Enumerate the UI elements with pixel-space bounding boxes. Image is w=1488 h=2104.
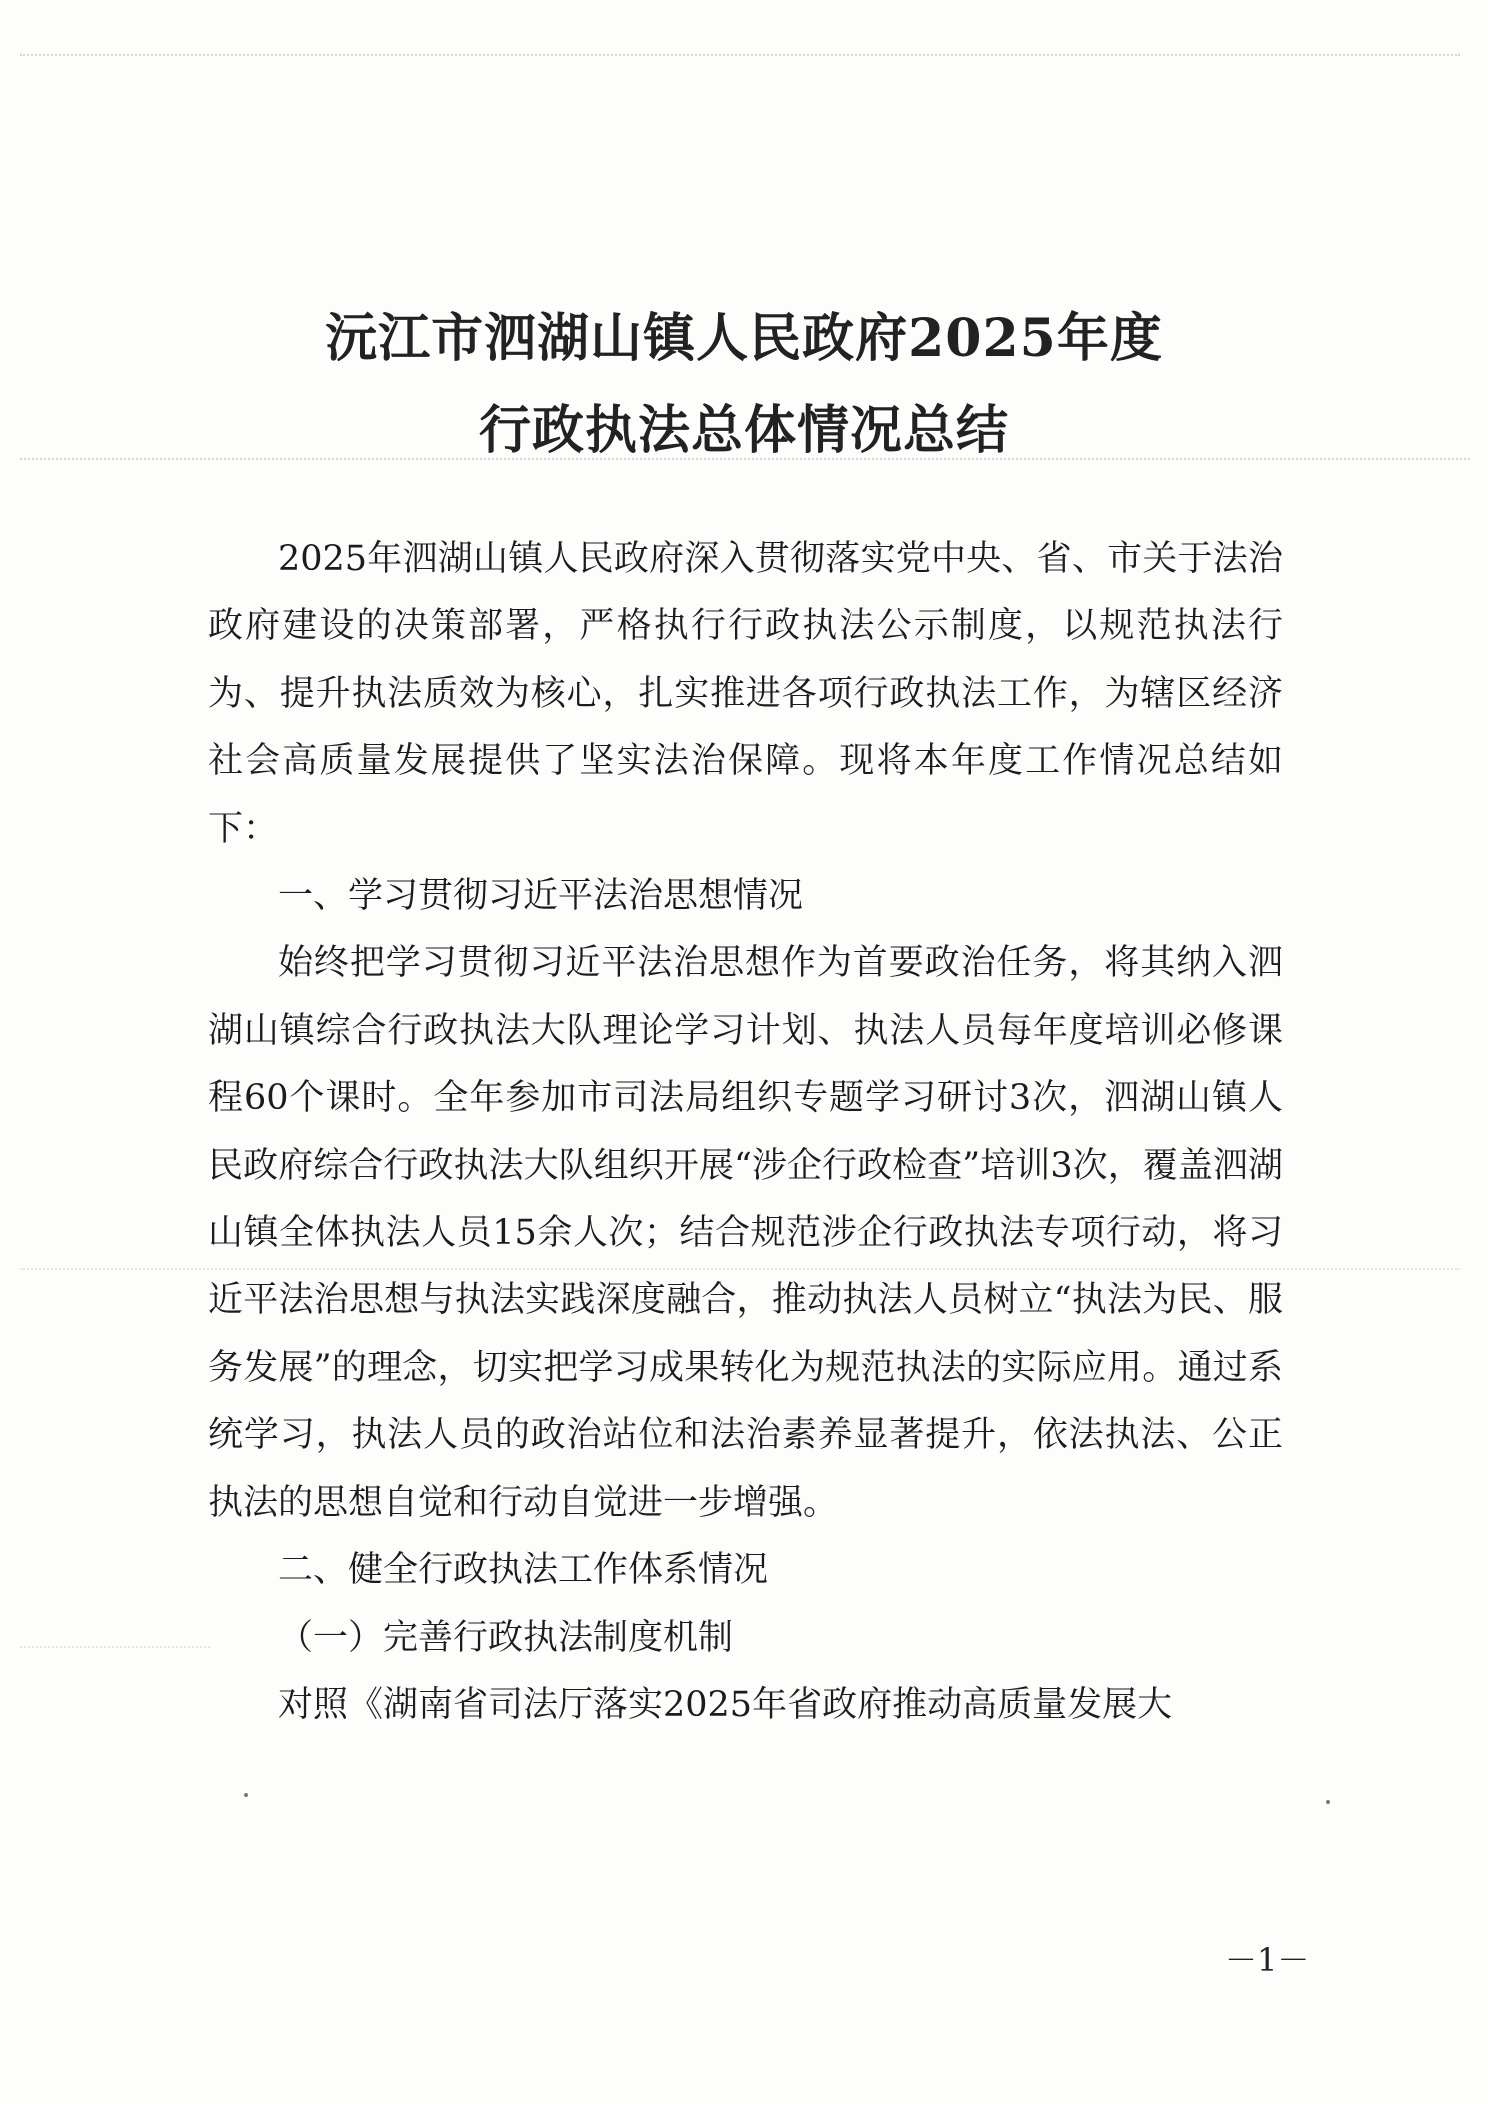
document-title-line-2: 行政执法总体情况总结: [478, 400, 1009, 461]
document-title-line-1: 沅江市泗湖山镇人民政府2025年度: [325, 308, 1163, 369]
section-1-paragraph: 始终把学习贯彻习近平法治思想作为首要政治任务，将其纳入泗湖山镇综合行政执法大队理论学习计划、执法人员每年度培训必修课程60个课时。全年参加市司法局组织专题学习研讨3次，泗湖山镇人民政府综合行政执法大队组织开展“涉企行政检查”培训3次，覆盖泗湖山镇全体执法人员15余人次；结合规范涉企行政执法专项行动，将习近平法治思想与执法实践深度融合，推动执法人员树立“执法为民、服务发展”的理念，切实把学习成果转化为规范执法的实际应用。通过系统学习，执法人员的政治站位和法治素养显著提升，依法执法、公正执法的思想自觉和行动自觉进一步增强。: [208, 943, 1283, 1523]
scan-artifact-lower: [20, 1646, 210, 1648]
subsection-1-paragraph: 对照《湖南省司法厅落实2025年省政府推动高质量发展大: [278, 1684, 1173, 1725]
page-number: －1－: [1225, 1941, 1310, 1979]
section-heading-2: 二、健全行政执法工作体系情况: [278, 1550, 769, 1591]
scan-speck: [244, 1793, 248, 1797]
scan-speck: [1326, 1800, 1330, 1804]
subsection-heading-1: （一）完善行政执法制度机制: [278, 1617, 734, 1658]
section-heading-1: 一、学习贯彻习近平法治思想情况: [278, 876, 804, 917]
intro-paragraph: 2025年泗湖山镇人民政府深入贯彻落实党中央、省、市关于法治政府建设的决策部署，严格执行行政执法公示制度，以规范执法行为、提升执法质效为核心，扎实推进各项行政执法工作，为辖区经济社会高质量发展提供了坚实法治保障。现将本年度工作情况总结如下：: [208, 539, 1283, 849]
scan-artifact-top: [20, 54, 1460, 56]
document-body: [208, 526, 1283, 1739]
